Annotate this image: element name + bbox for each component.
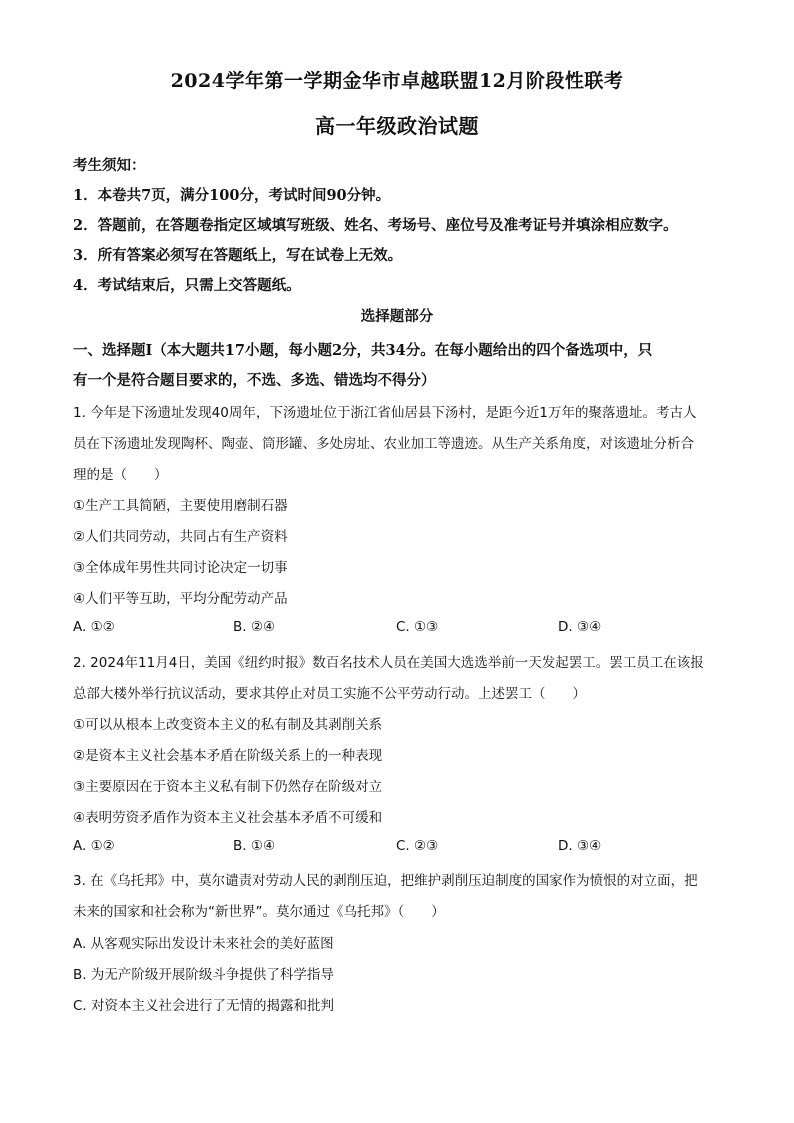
q2-statement-3: ③主要原因在于资本主义私有制下仍然存在阶级对立: [73, 779, 383, 795]
section-instruction-line2: 有一个是符合题目要求的，不选、多选、错选均不得分）: [73, 372, 436, 389]
q1-option-b: B. ②④: [233, 619, 276, 635]
exam-subtitle: 高一年级政治试题: [315, 114, 479, 138]
q2-statement-2: ②是资本主义社会基本矛盾在阶级关系上的一种表现: [73, 748, 383, 764]
q3-choice-c: C. 对资本主义社会进行了无情的揭露和批判: [73, 998, 335, 1014]
notice-item-3: 3．所有答案必须写在答题纸上，写在试卷上无效。: [73, 247, 403, 264]
q1-option-a: A. ①②: [73, 619, 115, 635]
exam-title: 2024学年第一学期金华市卓越联盟12月阶段性联考: [170, 70, 624, 92]
q1-statement-2: ②人们共同劳动，共同占有生产资料: [73, 529, 288, 545]
q2-option-a: A. ①②: [73, 838, 115, 854]
q3-choice-b: B. 为无产阶级开展阶级斗争提供了科学指导: [73, 967, 334, 983]
q1-statement-3: ③全体成年男性共同讨论决定一切事: [73, 560, 288, 576]
q1-option-c: C. ①③: [396, 619, 439, 635]
notice-item-1: 1．本卷共7页，满分100分，考试时间90分钟。: [73, 187, 391, 204]
q1-statement-1: ①生产工具简陋，主要使用磨制石器: [73, 498, 288, 514]
q1-line2: 员在下汤遗址发现陶杯、陶壶、筒形罐、多处房址、农业加工等遗迹。从生产关系角度，对该遗址分析合: [73, 436, 694, 452]
q2-statement-4: ④表明劳资矛盾作为资本主义社会基本矛盾不可缓和: [73, 810, 383, 826]
q1-option-d: D. ③④: [558, 619, 602, 635]
notice-heading: 考生须知：: [73, 157, 146, 174]
q1-line3: 理的是（ ）: [73, 467, 168, 483]
q1-line1: 1. 今年是下汤遗址发现40周年，下汤遗址位于浙江省仙居县下汤村，是距今近1万年的聚落遗址。考古人: [73, 405, 697, 421]
q2-line2: 总部大楼外举行抗议活动，要求其停止对员工实施不公平劳动行动。上述罢工（ ）: [73, 686, 586, 702]
q2-line1: 2. 2024年11月4日，美国《纽约时报》数百名技术人员在美国大选选举前一天发起罢工。罢工员工在该报: [73, 655, 704, 671]
notice-item-4: 4．考试结束后，只需上交答题纸。: [73, 277, 301, 294]
q3-line2: 未来的国家和社会称为“新世界”。莫尔通过《乌托邦》（ ）: [73, 904, 445, 920]
q2-option-d: D. ③④: [558, 838, 602, 854]
q2-option-b: B. ①④: [233, 838, 276, 854]
q2-statement-1: ①可以从根本上改变资本主义的私有制及其剥削关系: [73, 717, 383, 733]
section-instruction-line1: 一、选择题Ⅰ（本大题共17小题，每小题2分，共34分。在每小题给出的四个备选项中，只: [73, 342, 653, 359]
notice-item-2: 2．答题前，在答题卷指定区域填写班级、姓名、考场号、座位号及准考证号并填涂相应数字。: [73, 217, 678, 234]
section-title: 选择题部分: [360, 308, 434, 325]
q3-choice-a: A. 从客观实际出发设计未来社会的美好蓝图: [73, 936, 334, 952]
q3-line1: 3. 在《乌托邦》中，莫尔谴责对劳动人民的剥削压迫，把维护剥削压迫制度的国家作为愤恨的对立面，把: [73, 873, 698, 889]
q1-statement-4: ④人们平等互助，平均分配劳动产品: [73, 591, 288, 607]
q2-option-c: C. ②③: [396, 838, 439, 854]
